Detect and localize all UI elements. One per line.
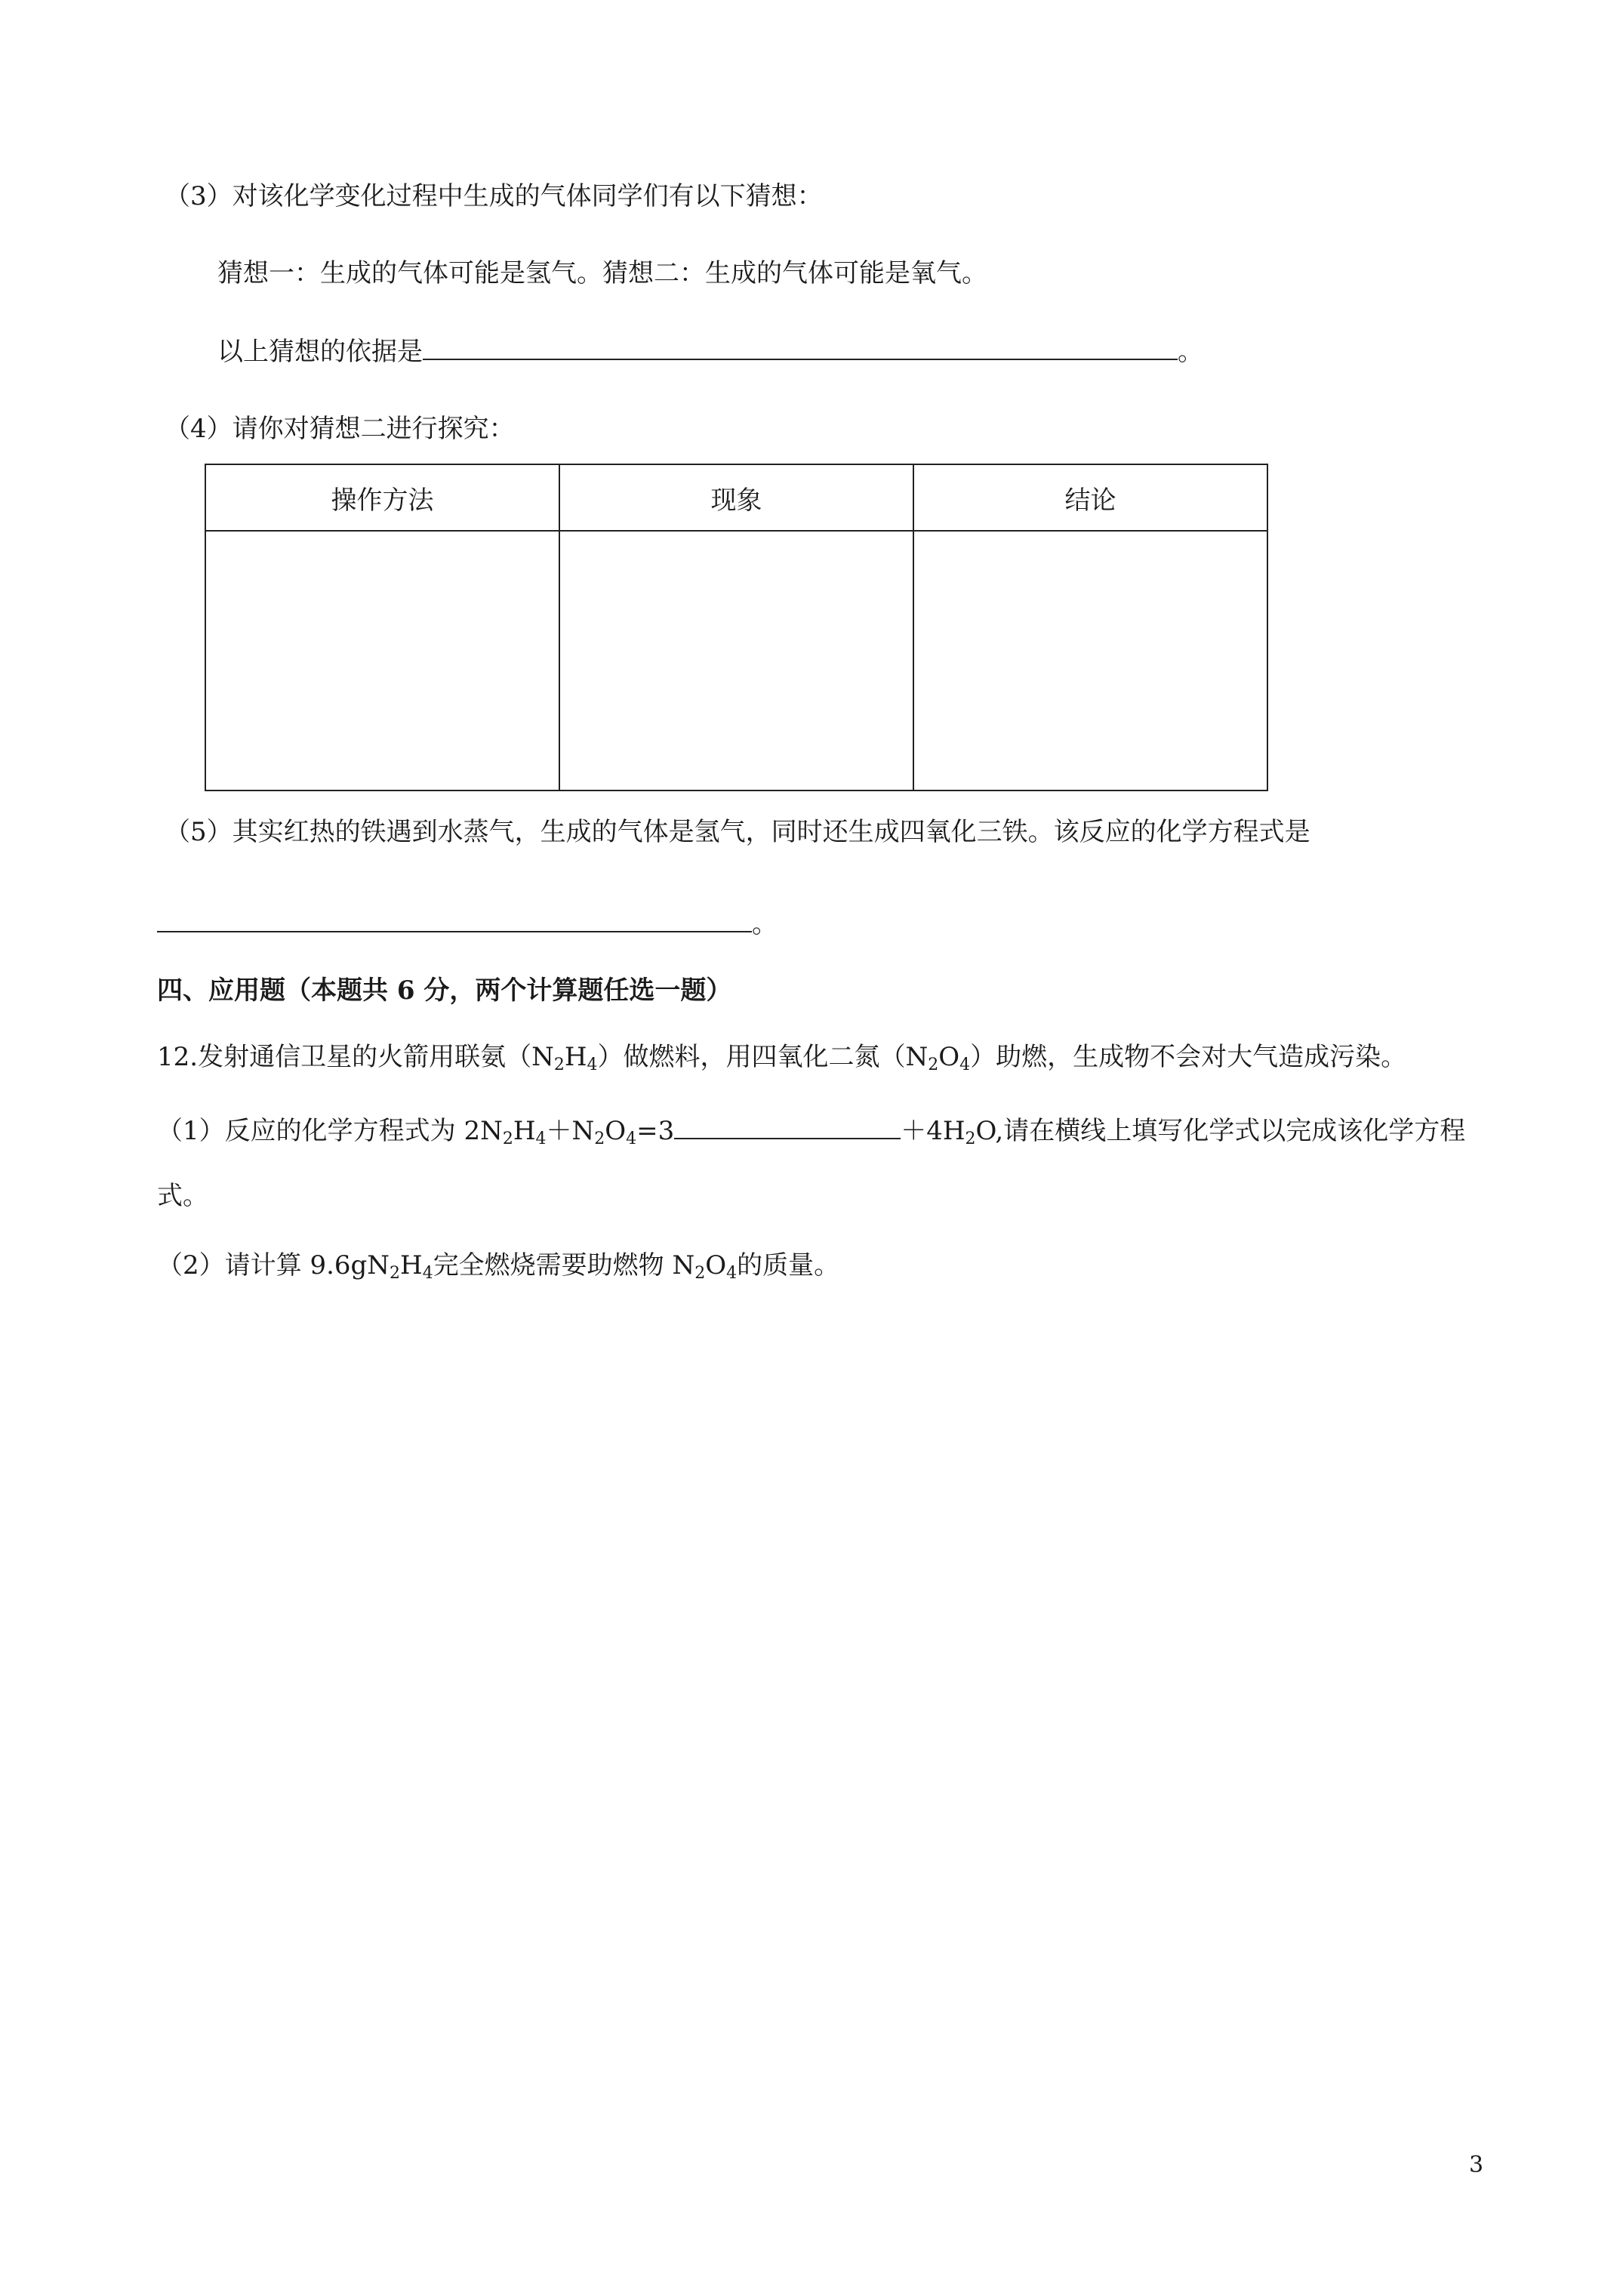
q12-stem-c: ）做燃料，用四氧化二氮（N xyxy=(597,1042,929,1072)
subscript: 4 xyxy=(626,1130,637,1148)
section4-heading: 四、应用题（本题共 6 分，两个计算题任选一题） xyxy=(157,975,732,1006)
header-phenomenon: 现象 xyxy=(559,464,913,531)
q12-sub1-d: O xyxy=(605,1116,627,1146)
q12-stem-b: H xyxy=(564,1042,587,1072)
q12-sub2-e: 的质量。 xyxy=(737,1250,840,1281)
q12-stem-d: O xyxy=(938,1042,960,1072)
q5-end: 。 xyxy=(752,909,778,939)
exploration-table xyxy=(205,464,1268,791)
q12-sub2-a: （2）请计算 9.6gN xyxy=(157,1250,390,1281)
subscript: 2 xyxy=(928,1056,939,1074)
q12-sub1 xyxy=(157,1114,1465,1148)
page-number: 3 xyxy=(1469,2152,1484,2178)
q12-sub2-c: 完全燃烧需要助燃物 N xyxy=(433,1250,695,1281)
q12-sub1-e: =3 xyxy=(636,1116,675,1146)
subscript: 2 xyxy=(694,1264,706,1283)
q3-basis-prefix: 以上猜想的依据是 xyxy=(217,337,423,367)
q12-stem-e: ）助燃，生成物不会对大气造成污染。 xyxy=(970,1042,1407,1072)
q4-title: （4）请你对猜想二进行探究： xyxy=(165,414,515,444)
q12-stem-a: 12.发射通信卫星的火箭用联氨（N xyxy=(157,1042,554,1072)
subscript: 2 xyxy=(553,1056,565,1074)
cell-phenomenon[interactable] xyxy=(559,531,913,791)
q12-sub2-b: H xyxy=(400,1250,423,1281)
q12-sub1-b: H xyxy=(513,1116,536,1146)
q3-guess: 猜想一：生成的气体可能是氢气。猜想二：生成的气体可能是氧气。 xyxy=(217,258,987,288)
q3-basis-end: 。 xyxy=(1178,337,1203,367)
subscript: 4 xyxy=(726,1264,738,1283)
subscript: 4 xyxy=(535,1130,547,1148)
table-header-row xyxy=(205,464,1267,531)
q12-sub2-d: O xyxy=(705,1250,727,1281)
header-conclusion: 结论 xyxy=(913,464,1267,531)
header-method: 操作方法 xyxy=(205,464,559,531)
q3-title: （3）对该化学变化过程中生成的气体同学们有以下猜想： xyxy=(165,181,823,211)
subscript: 2 xyxy=(965,1130,976,1148)
subscript: 2 xyxy=(502,1130,513,1148)
q12-sub1-a: （1）反应的化学方程式为 2N xyxy=(157,1116,503,1146)
q12-formula-blank[interactable] xyxy=(674,1115,901,1139)
q12-sub1-c: ＋N xyxy=(546,1116,595,1146)
subscript: 2 xyxy=(594,1130,605,1148)
q5-answer xyxy=(157,908,778,941)
q12-sub1-f: ＋4H xyxy=(901,1116,965,1146)
q12-sub2 xyxy=(157,1249,839,1282)
subscript: 2 xyxy=(390,1264,401,1283)
q5-equation-blank[interactable] xyxy=(157,908,752,932)
q12-stem xyxy=(157,1040,1406,1074)
subscript: 4 xyxy=(422,1264,433,1283)
subscript: 4 xyxy=(959,1056,971,1074)
q12-sub1-g: O,请在横线上填写化学式以完成该化学方程 xyxy=(975,1116,1466,1146)
subscript: 4 xyxy=(587,1056,598,1074)
cell-conclusion[interactable] xyxy=(913,531,1267,791)
table-answer-row xyxy=(205,531,1267,791)
q12-sub1-continuation: 式。 xyxy=(157,1181,208,1211)
cell-method[interactable] xyxy=(205,531,559,791)
q3-basis xyxy=(217,335,1203,368)
q5-text: （5）其实红热的铁遇到水蒸气，生成的气体是氢气，同时还生成四氧化三铁。该反应的化学方程式是 xyxy=(165,817,1310,847)
q3-basis-blank[interactable] xyxy=(423,336,1178,360)
